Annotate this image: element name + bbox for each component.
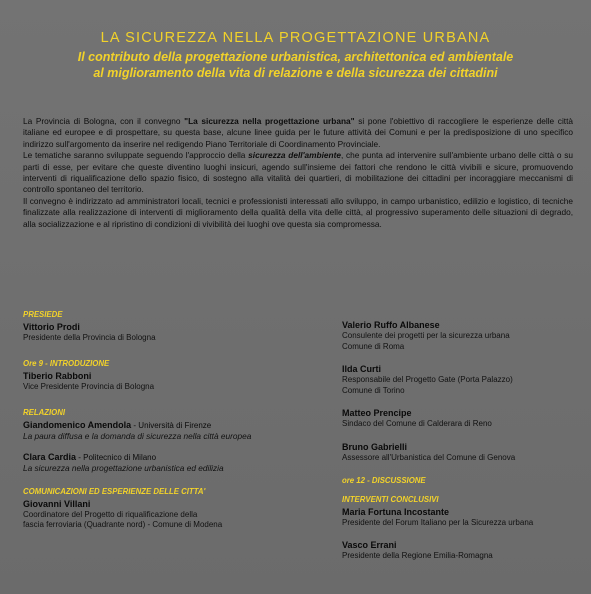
- speaker-role: Sindaco del Comune di Calderara di Reno: [342, 419, 492, 429]
- speaker-role: Vice Presidente Provincia di Bologna: [23, 381, 155, 391]
- speaker-role: Responsabile del Progetto Gate (Porta Palazzo): [342, 375, 513, 385]
- speaker-entry: [342, 540, 577, 562]
- intro-p2-text-c: , che punta ad intervenire sull'ambiente urbano delle città o su parti di esse, per evitare che queste diventino luoghi insicuri, agendo sull'insieme dei fattori che rendono le città vivibili e sicure, promuovendo interventi di riqualificazione dello spazio fisico, di sostegno alla vitalità dei quartieri, di mobilitazione dei cittadini per incoraggiare meccanismi di controllo spontaneo del territorio.: [23, 150, 573, 195]
- intro-p2-text-a: Le tematiche saranno sviluppate seguendo l'approccio della: [23, 150, 249, 161]
- section-label: COMUNICAZIONI ED ESPERIENZE DELLE CITTA': [23, 487, 206, 497]
- intro-paragraph-3: Il convegno è indirizzato ad amministratori locali, tecnici e professionisti interessati allo sviluppo, in campo urbanistico, edilizio e logistico, di tecniche finalizzate alla realizzazione di interventi di miglioramento della qualità della vita delle città, al progressivo superamento delle situazioni di degrado, alla socializzazione e al ripristino di condizioni di vivibilità dei luoghi ove questa sia compromessa.: [23, 195, 573, 229]
- speaker-name: Valerio Ruffo Albanese: [342, 320, 440, 330]
- speaker-affiliation: - Università di Firenze: [131, 420, 212, 430]
- speaker-role: Presidente della Regione Emilia-Romagna: [342, 551, 493, 561]
- section-label: Ore 9 - INTRODUZIONE: [23, 359, 110, 369]
- conference-name: "La sicurezza nella progettazione urbana": [184, 116, 355, 126]
- speaker-role: Presidente della Provincia di Bologna: [23, 332, 156, 342]
- speaker-role: fascia ferroviaria (Quadrante nord) - Comune di Modena: [23, 520, 223, 530]
- intro-text: [23, 116, 573, 230]
- talk-title: La sicurezza nella progettazione urbanistica ed edilizia: [23, 462, 224, 473]
- speaker-entry: [342, 320, 577, 352]
- speaker-name: Giandomenico Amendola: [23, 419, 132, 430]
- speaker-name: Vasco Errani: [342, 540, 397, 551]
- speaker-name-line: [23, 452, 323, 463]
- section-comunicazioni: [23, 487, 323, 531]
- intro-paragraph-1: [23, 116, 573, 150]
- section-discussione: [342, 476, 577, 487]
- intro-p1-text-a: La Provincia di Bologna, con il convegno: [23, 116, 185, 126]
- section-interventi-conclusivi: [342, 495, 577, 562]
- program-left-column: [23, 310, 323, 540]
- speaker-entry: [342, 408, 577, 430]
- speaker-name: Maria Fortuna Incostante: [342, 506, 450, 517]
- speaker-role: Assessore all'Urbanistica del Comune di Genova: [342, 452, 516, 462]
- page-title: LA SICUREZZA NELLA PROGETTAZIONE URBANA: [100, 30, 491, 46]
- speaker-name: Giovanni Villani: [23, 498, 91, 509]
- speaker-entry: [342, 364, 577, 396]
- header: [0, 30, 591, 81]
- talk-title: La paura diffusa e la domanda di sicurezza nella città europea: [23, 430, 252, 441]
- speaker-name-line: [23, 420, 323, 431]
- speaker-name: Tiberio Rabboni: [23, 370, 92, 381]
- section-label: INTERVENTI CONCLUSIVI: [342, 495, 439, 505]
- speaker-role: Comune di Roma: [342, 341, 405, 351]
- speaker-affiliation: - Politecnico di Milano: [76, 452, 157, 462]
- program-right-column: [342, 320, 577, 571]
- speaker-name: Clara Cardia: [23, 451, 77, 462]
- approach-name: sicurezza dell'ambiente: [248, 150, 341, 161]
- speaker-name: Ilda Curti: [342, 364, 382, 375]
- section-presiede: [23, 310, 323, 343]
- speaker-entry: [342, 442, 577, 464]
- speaker-entry: [23, 452, 323, 474]
- speaker-role: Presidente del Forum Italiano per la Sicurezza urbana: [342, 517, 534, 527]
- section-label: PRESIEDE: [23, 310, 63, 319]
- speaker-role: Coordinatore del Progetto di riqualificazione della: [23, 509, 198, 519]
- page-subtitle-line-2: al miglioramento della vita di relazione e della sicurezza dei cittadini: [93, 66, 498, 80]
- section-label: ore 12 - DISCUSSIONE: [342, 475, 426, 485]
- section-label: RELAZIONI: [23, 408, 66, 418]
- page-subtitle-line-1: Il contributo della progettazione urbanistica, architettonica ed ambientale: [77, 50, 514, 64]
- speaker-name: Matteo Prencipe: [342, 408, 412, 419]
- speaker-entry: [23, 420, 323, 442]
- speaker-role: Comune di Torino: [342, 385, 405, 395]
- intro-p1-text-c: si pone l'obiettivo di raccogliere le esperienze delle città italiane ed europee e di prospettare, su questa base, alcune linee guida per le future attività dei Comuni e per la predisposizione di uno specifico indirizzo sull'argomento da inserire nel redigendo Piano Territoriale di Coordinamento Provinciale.: [23, 116, 574, 149]
- speaker-name: Bruno Gabrielli: [342, 441, 408, 452]
- section-introduzione: [23, 359, 323, 392]
- speaker-entry: [342, 507, 577, 529]
- speaker-role: Consulente dei progetti per la sicurezza urbana: [342, 331, 510, 340]
- speaker-name: Vittorio Prodi: [23, 321, 80, 332]
- intro-paragraph-2: [23, 150, 573, 196]
- section-relazioni: [23, 408, 323, 473]
